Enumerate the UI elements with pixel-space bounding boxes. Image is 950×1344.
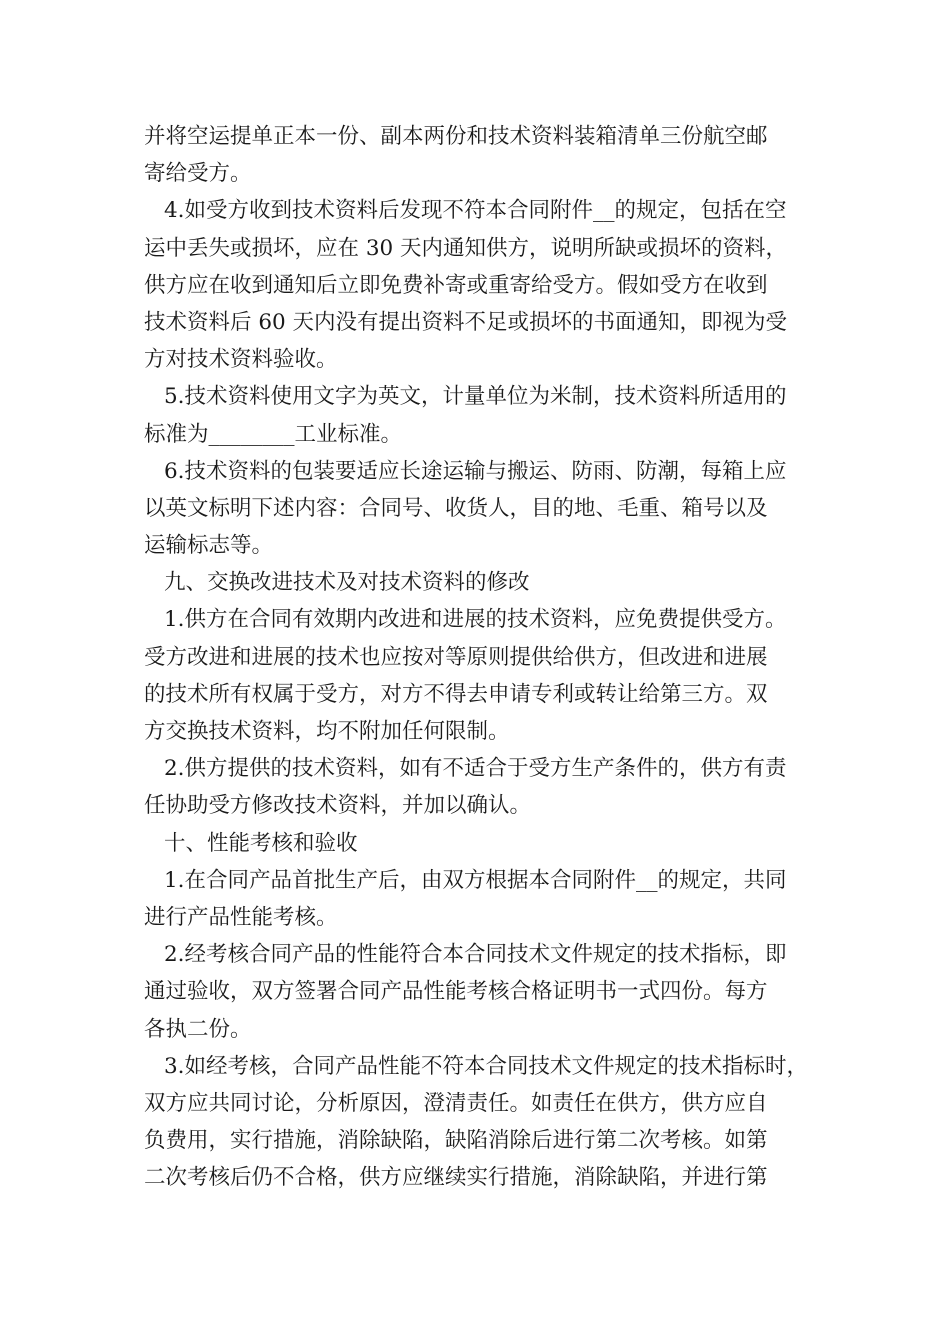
text-line: 进行产品性能考核。 — [144, 904, 338, 930]
text-line: 供方应在收到通知后立即免费补寄或重寄给受方。假如受方在收到 — [144, 272, 768, 298]
text-line: 的技术所有权属于受方，对方不得去申请专利或转让给第三方。双 — [144, 681, 768, 707]
text-line: 标准为________工业标准。 — [144, 421, 403, 447]
text-line: 受方改进和进展的技术也应按对等原则提供给供方，但改进和进展 — [144, 644, 768, 670]
text-line: 3.如经考核，合同产品性能不符本合同技术文件规定的技术指标时， — [164, 1053, 809, 1079]
text-line: 负费用，实行措施，消除缺陷，缺陷消除后进行第二次考核。如第 — [144, 1128, 768, 1154]
text-line: 2.供方提供的技术资料，如有不适合于受方生产条件的，供方有责 — [164, 756, 787, 782]
text-line: 5.技术资料使用文字为英文，计量单位为米制，技术资料所适用的 — [164, 384, 787, 410]
text-line: 方对技术资料验收。 — [144, 347, 338, 373]
text-line: 二次考核后仍不合格，供方应继续实行措施，消除缺陷，并进行第 — [144, 1165, 768, 1191]
text-line: 任协助受方修改技术资料，并加以确认。 — [144, 793, 532, 819]
text-line: 以英文标明下述内容：合同号、收货人，目的地、毛重、箱号以及 — [144, 495, 768, 521]
text-line: 6.技术资料的包装要适应长途运输与搬运、防雨、防潮，每箱上应 — [164, 458, 787, 484]
text-line: 寄给受方。 — [144, 161, 252, 187]
text-line: 1.供方在合同有效期内改进和进展的技术资料，应免费提供受方。 — [164, 607, 787, 633]
text-line: 4.如受方收到技术资料后发现不符本合同附件__的规定，包括在空 — [164, 198, 787, 224]
document-body — [144, 118, 810, 1196]
text-line: 九、交换改进技术及对技术资料的修改 — [164, 570, 530, 596]
text-line: 2.经考核合同产品的性能符合本合同技术文件规定的技术指标，即 — [164, 942, 787, 968]
text-line: 方交换技术资料，均不附加任何限制。 — [144, 719, 510, 744]
text-line: 各执二份。 — [144, 1016, 252, 1042]
text-line: 并将空运提单正本一份、副本两份和技术资料装箱清单三份航空邮 — [144, 124, 768, 149]
text-line: 运输标志等。 — [144, 533, 274, 559]
text-line: 双方应共同讨论，分析原因，澄清责任。如责任在供方，供方应自 — [144, 1090, 768, 1116]
text-line: 通过验收，双方签署合同产品性能考核合格证明书一式四份。每方 — [144, 979, 768, 1005]
text-line: 1.在合同产品首批生产后，由双方根据本合同附件__的规定，共同 — [164, 867, 787, 893]
text-line: 十、性能考核和验收 — [164, 830, 358, 856]
text-line: 技术资料后 60 天内没有提出资料不足或损坏的书面通知，即视为受 — [144, 309, 788, 335]
text-line: 运中丢失或损坏，应在 30 天内通知供方，说明所缺或损坏的资料， — [144, 235, 788, 261]
